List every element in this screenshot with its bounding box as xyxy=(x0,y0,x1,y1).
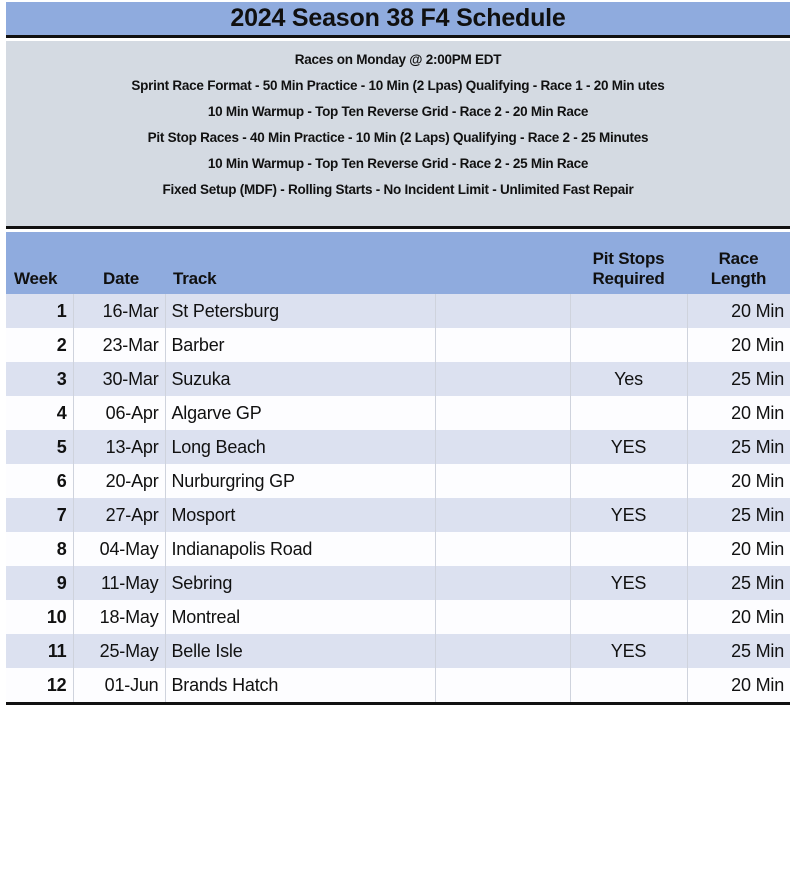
table-row[interactable] xyxy=(6,634,790,668)
table-row[interactable] xyxy=(6,362,790,396)
cell-blank xyxy=(435,532,570,566)
cell-race-length: 20 Min xyxy=(687,668,790,702)
schedule-title-banner xyxy=(6,2,790,38)
note-line-rules: Fixed Setup (MDF) - Rolling Starts - No Incident Limit - Unlimited Fast Repair xyxy=(162,182,634,197)
table-row[interactable] xyxy=(6,532,790,566)
pit-stops-header-line2: Required xyxy=(592,269,665,288)
cell-race-length: 20 Min xyxy=(687,532,790,566)
cell-blank xyxy=(435,294,570,328)
cell-week: 6 xyxy=(6,464,73,498)
schedule-table-wrapper xyxy=(6,232,790,705)
cell-blank xyxy=(435,362,570,396)
cell-pit-stops: YES xyxy=(570,430,687,464)
cell-week: 3 xyxy=(6,362,73,396)
cell-week: 7 xyxy=(6,498,73,532)
column-header-date: Date xyxy=(73,232,165,294)
column-header-week: Week xyxy=(6,232,73,294)
cell-date: 25-May xyxy=(73,634,165,668)
cell-week: 2 xyxy=(6,328,73,362)
cell-date: 20-Apr xyxy=(73,464,165,498)
cell-pit-stops: YES xyxy=(570,566,687,600)
note-line-sprint-race2: 10 Min Warmup - Top Ten Reverse Grid - Race 2 - 20 Min Race xyxy=(207,104,589,119)
race-length-header-line1: Race xyxy=(718,249,759,268)
column-header-race-length xyxy=(687,232,790,294)
cell-blank xyxy=(435,464,570,498)
cell-date: 11-May xyxy=(73,566,165,600)
cell-blank xyxy=(435,600,570,634)
table-row[interactable] xyxy=(6,668,790,702)
cell-pit-stops xyxy=(570,294,687,328)
cell-week: 8 xyxy=(6,532,73,566)
cell-pit-stops: Yes xyxy=(570,362,687,396)
table-row[interactable] xyxy=(6,566,790,600)
table-row[interactable] xyxy=(6,328,790,362)
cell-race-length: 25 Min xyxy=(687,498,790,532)
cell-pit-stops: YES xyxy=(570,498,687,532)
cell-track: Belle Isle xyxy=(165,634,435,668)
table-row[interactable] xyxy=(6,294,790,328)
cell-track: Indianapolis Road xyxy=(165,532,435,566)
cell-track: Brands Hatch xyxy=(165,668,435,702)
cell-week: 11 xyxy=(6,634,73,668)
cell-blank xyxy=(435,396,570,430)
cell-week: 1 xyxy=(6,294,73,328)
cell-pit-stops xyxy=(570,532,687,566)
table-row[interactable] xyxy=(6,430,790,464)
cell-track: Sebring xyxy=(165,566,435,600)
column-header-pit-stops-required xyxy=(570,232,687,294)
cell-date: 13-Apr xyxy=(73,430,165,464)
cell-track: St Petersburg xyxy=(165,294,435,328)
pit-stops-header-line1: Pit Stops xyxy=(592,249,665,268)
cell-blank xyxy=(435,566,570,600)
cell-week: 4 xyxy=(6,396,73,430)
cell-week: 10 xyxy=(6,600,73,634)
table-header-row xyxy=(6,232,790,294)
cell-date: 18-May xyxy=(73,600,165,634)
race-length-header-line2: Length xyxy=(710,269,767,288)
cell-race-length: 25 Min xyxy=(687,566,790,600)
cell-blank xyxy=(435,328,570,362)
column-header-track: Track xyxy=(165,232,435,294)
cell-track: Long Beach xyxy=(165,430,435,464)
column-header-blank xyxy=(435,232,570,294)
cell-date: 27-Apr xyxy=(73,498,165,532)
note-line-sprint-format: Sprint Race Format - 50 Min Practice - 10 Min (2 Lpas) Qualifying - Race 1 - 20 Min utes xyxy=(131,78,665,93)
cell-pit-stops xyxy=(570,600,687,634)
cell-date: 04-May xyxy=(73,532,165,566)
cell-race-length: 25 Min xyxy=(687,634,790,668)
table-row[interactable] xyxy=(6,498,790,532)
table-row[interactable] xyxy=(6,464,790,498)
cell-track: Montreal xyxy=(165,600,435,634)
cell-week: 12 xyxy=(6,668,73,702)
cell-blank xyxy=(435,498,570,532)
page-title: 2024 Season 38 F4 Schedule xyxy=(230,4,566,32)
cell-race-length: 20 Min xyxy=(687,464,790,498)
cell-date: 23-Mar xyxy=(73,328,165,362)
cell-date: 06-Apr xyxy=(73,396,165,430)
schedule-table-body xyxy=(6,294,790,702)
cell-date: 01-Jun xyxy=(73,668,165,702)
cell-blank xyxy=(435,634,570,668)
note-line-pitstop-format: Pit Stop Races - 40 Min Practice - 10 Min (2 Laps) Qualifying - Race 2 - 25 Minutes xyxy=(147,130,649,145)
cell-race-length: 25 Min xyxy=(687,362,790,396)
cell-race-length: 25 Min xyxy=(687,430,790,464)
cell-track: Suzuka xyxy=(165,362,435,396)
cell-date: 16-Mar xyxy=(73,294,165,328)
cell-date: 30-Mar xyxy=(73,362,165,396)
cell-week: 5 xyxy=(6,430,73,464)
cell-race-length: 20 Min xyxy=(687,600,790,634)
cell-pit-stops xyxy=(570,328,687,362)
cell-track: Nurburgring GP xyxy=(165,464,435,498)
cell-week: 9 xyxy=(6,566,73,600)
note-line-race-time: Races on Monday @ 2:00PM EDT xyxy=(294,52,502,67)
cell-pit-stops xyxy=(570,396,687,430)
cell-blank xyxy=(435,430,570,464)
cell-pit-stops xyxy=(570,668,687,702)
cell-race-length: 20 Min xyxy=(687,396,790,430)
table-row[interactable] xyxy=(6,600,790,634)
cell-track: Mosport xyxy=(165,498,435,532)
cell-pit-stops: YES xyxy=(570,634,687,668)
cell-blank xyxy=(435,668,570,702)
cell-track: Barber xyxy=(165,328,435,362)
cell-race-length: 20 Min xyxy=(687,328,790,362)
cell-pit-stops xyxy=(570,464,687,498)
note-line-pitstop-race2: 10 Min Warmup - Top Ten Reverse Grid - Race 2 - 25 Min Race xyxy=(207,156,589,171)
race-format-notes xyxy=(6,41,790,229)
cell-race-length: 20 Min xyxy=(687,294,790,328)
table-row[interactable] xyxy=(6,396,790,430)
schedule-table xyxy=(6,232,790,702)
cell-track: Algarve GP xyxy=(165,396,435,430)
